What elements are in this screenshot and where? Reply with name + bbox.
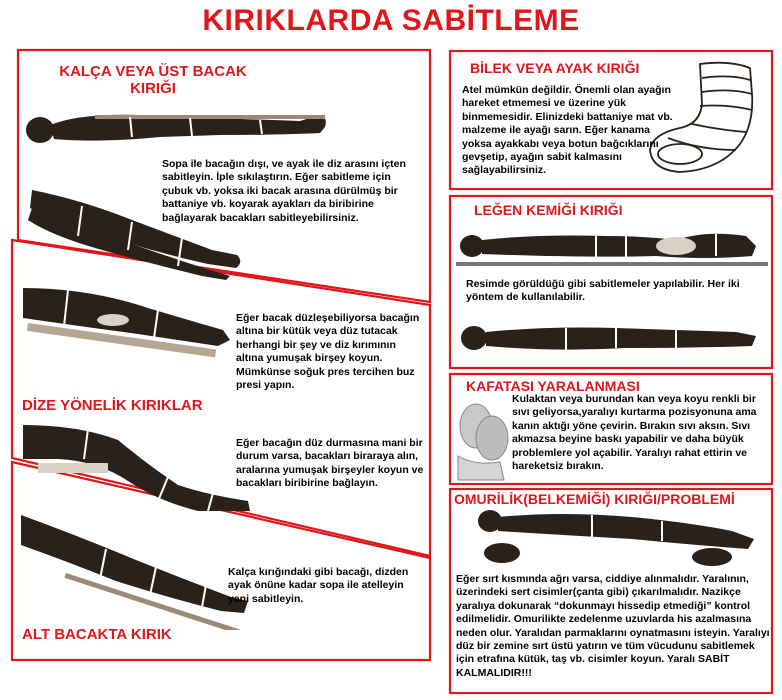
knee-text-2: Eğer bacağın düz durmasına mani bir durum varsa, bacakları biraraya alın, aralarına yumuşak birşeyler koyun ve bacakları biribirine bağlayın.	[236, 437, 424, 490]
lower-leg-text: Kalça kırığındaki gibi bacağı, dizden ayak önüne kadar sopa ile atelleyin yani sabitleyin.	[228, 566, 409, 605]
hip-title: KALÇA VEYA ÜST BACAK KIRIĞI	[59, 63, 247, 97]
knee-text-1: Eğer bacak düzleşebiliyorsa bacağın altına bir kütük veya düz tutacak herhangi bir şey ve diz kırımının altına yumuşak birşey koyun. Mümkünse soğuk pres tercihen buz presi yapın.	[236, 312, 420, 392]
pelvis-text: Resimde görüldüğü gibi sabitlemeler yapılabilir. Her iki yöntem de kullanılabilir.	[466, 278, 740, 304]
head-figure	[452, 396, 512, 482]
knee-title: DİZE YÖNELİK KIRIKLAR	[22, 397, 203, 414]
hip-text: Sopa ile bacağın dışı, ve ayak ile diz arasını içten sabitleyin. İple sıkılaştırın. Eğer sabitleme için çubuk vb. yoksa iki bacak arasına dürülmüş bir battaniye vb. koyarak ayakları da biribirine bağlayarak bacakları sabitleyebilirsiniz.	[162, 158, 406, 224]
spine-text: Eğer sırt kısmında ağrı varsa, ciddiye alınmalıdır. Yaralının, üzerindeki sert cisimler(çanta gibi) çıkarılmalıdır. Nazikçe yaralıya dokunarak “dokunmayı hissedip etmediği” kontrol edilmelidir. Omurilikte zedelenme uzuvlarda his azalmasına neden olur. Yaralıdan parmaklarını oynatmasını isteyin. Yaralıyı düz bir zemine sırt üstü yatırın ve tüm vücudunu sabitlemek için etrafına kütük, taş vb. cisimler koyun. Yaralı SABİT KALMALIDIR!!!	[456, 573, 770, 679]
ankle-text: Atel mümkün değildir. Önemli olan ayağın hareket etmemesi ve üzerine yük binmemesidir. Elinizdeki battaniye mat vb. malzeme ile ayağı sarın. Eğer kanama yoksa ayakkabı veya botun bağcıklarını gevşetip, ayağın sabit kalmasını sağlayabilirsiniz.	[462, 84, 673, 177]
spine-title: OMURİLİK(BELKEMİĞİ) KIRIĞI/PROBLEMİ	[454, 491, 735, 507]
skull-text: Kulaktan veya burundan kan veya koyu renkli bir sıvı geliyorsa,yaralıyı kurtarma pozisyonuna ama kanın aktığı yöne çevirin. Bırakın sıvı aksın. Sıvı akmazsa beyine baskı yapabilir ve daha büyük problemlere yol açabilir. Yaralıyı rahat ettirin ve hareketsiz bırakın.	[512, 393, 757, 473]
pelvis-figure-2	[456, 312, 768, 366]
hip-splint-figure	[20, 85, 340, 155]
pelvis-title: LEĞEN KEMİĞİ KIRIĞI	[474, 202, 623, 218]
lower-leg-title: ALT BACAKTA KIRIK	[22, 626, 172, 643]
skull-title: KAFATASI YARALANMASI	[466, 378, 640, 394]
hip-blanket-figure	[22, 180, 252, 280]
pelvis-figure-1	[456, 218, 768, 270]
page-title: KIRIKLARDA SABİTLEME	[202, 4, 580, 37]
ankle-title: BİLEK VEYA AYAK KIRIĞI	[470, 60, 640, 76]
knee-straight-figure	[18, 268, 238, 378]
spine-figure	[462, 505, 762, 571]
